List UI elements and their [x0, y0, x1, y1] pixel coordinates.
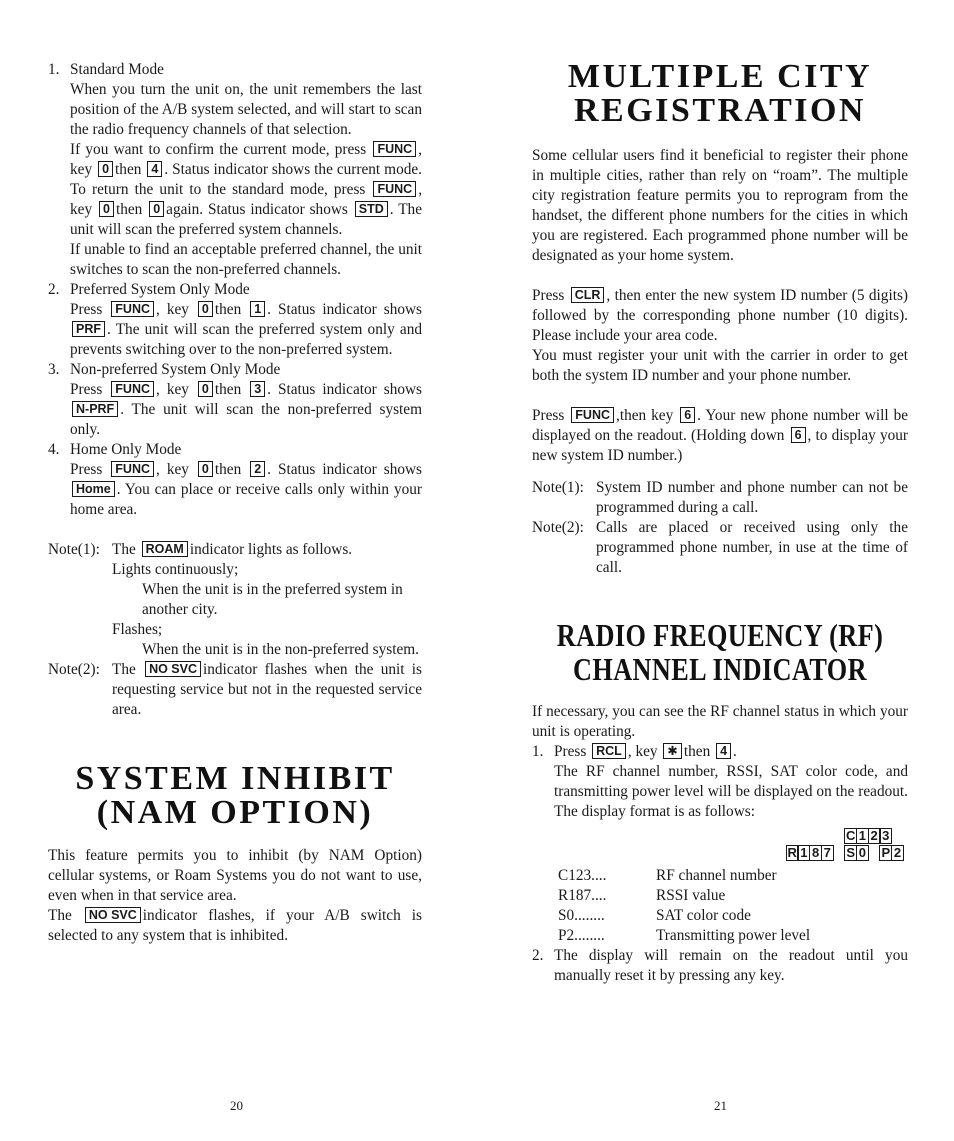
page-number: 20	[230, 1098, 243, 1113]
note-label: Note(2):	[532, 519, 584, 536]
display-cell: C	[845, 828, 856, 843]
display-cell: 7	[821, 845, 834, 861]
zero-key: 0	[98, 161, 113, 177]
zero-key: 0	[149, 201, 164, 217]
flashes-text: When the unit is in the non-preferred system.	[142, 641, 419, 658]
paragraph: When you turn the unit on, the unit remembers the last position of the A/B system selected, and will start to scan the radio frequency channels of that selection.	[70, 81, 422, 138]
display-cell: 1	[797, 845, 810, 861]
paragraph: The NO SVC indicator flashes, if your A/B switch is selected to any system that is inhibited.	[48, 907, 422, 944]
display-cell	[891, 828, 904, 844]
display-cell: S	[844, 845, 857, 861]
clr-key: CLR	[571, 287, 605, 303]
prf-indicator: PRF	[72, 321, 105, 337]
paragraph: Press CLR , then enter the new system ID number (5 digits) followed by the corresponding phone number (10 digits). Please include your area code.	[532, 287, 908, 344]
section-title: MULTIPLE CITY REGISTRATION	[567, 58, 873, 129]
paragraph: If you want to confirm the current mode, press FUNC , key 0 then 4 . Status indicator shows the current mode. To return the unit to the standard mode, press FUNC , key 0 then 0 again. Status indicator shows STD . The unit will scan the preferred system channels.	[70, 141, 423, 238]
list-item	[48, 280, 422, 360]
roam-indicator: ROAM	[142, 541, 188, 557]
display-cell: 1	[856, 828, 869, 844]
display-cell: 3	[879, 828, 892, 844]
paragraph: Press FUNC , key 0 then 3 . Status indicator shows N-PRF . The unit will scan the non-preferred system only.	[70, 381, 422, 438]
four-key: 4	[716, 743, 731, 759]
func-key: FUNC	[111, 381, 154, 397]
display-cell: 0	[856, 845, 869, 861]
note-label: Note(2):	[48, 661, 100, 678]
zero-key: 0	[198, 381, 213, 397]
paragraph: System ID number and phone number can not be programmed during a call.	[596, 479, 908, 516]
display-cell: P	[879, 845, 892, 861]
lights-label: Lights continuously;	[112, 561, 239, 578]
definition-row: S0........ SAT color code	[558, 907, 751, 924]
definition-row: R187.... RSSI value	[558, 887, 726, 904]
display-cell: 2	[868, 828, 881, 844]
paragraph: You must register your unit with the carrier in order to get both the system ID number and your phone number.	[532, 347, 908, 384]
nprf-indicator: N-PRF	[72, 401, 118, 417]
func-key: FUNC	[111, 461, 154, 477]
readout-display	[532, 828, 908, 862]
item-title: Preferred System Only Mode	[70, 281, 250, 298]
paragraph: This feature permits you to inhibit (by NAM Option) cellular systems, or Roam Systems you do not want to use, even when in that service area.	[48, 847, 422, 904]
func-key: FUNC	[373, 141, 416, 157]
right-page	[532, 60, 908, 986]
note-1	[48, 540, 422, 560]
no-svc-indicator: NO SVC	[145, 661, 201, 677]
six-key: 6	[791, 427, 806, 443]
note-1	[532, 478, 908, 518]
std-indicator: STD	[355, 201, 388, 217]
three-key: 3	[250, 381, 265, 397]
list-item	[48, 60, 422, 280]
paragraph: The NO SVC indicator flashes when the unit is requesting service but not in the requested service area.	[112, 661, 422, 718]
list-item	[532, 742, 908, 822]
func-key: FUNC	[373, 181, 416, 197]
item-number: 2.	[532, 947, 544, 964]
definition-row: C123.... RF channel number	[558, 867, 777, 884]
list-item	[532, 946, 908, 986]
paragraph: Press FUNC , key 0 then 1 . Status indicator shows PRF . The unit will scan the preferred system only and prevents switching over to the non-preferred system.	[70, 301, 422, 358]
lights-text: When the unit is in the preferred system in another city.	[142, 581, 403, 618]
section-title: SYSTEM INHIBIT (NAM OPTION)	[75, 760, 395, 831]
paragraph: If unable to find an acceptable preferred channel, the unit switches to scan the non-preferred channels.	[70, 241, 422, 278]
home-indicator: Home	[72, 481, 115, 497]
note-label: Note(1):	[532, 479, 584, 496]
item-number: 4.	[48, 441, 60, 458]
display-cell: R	[787, 845, 797, 860]
display-row-2	[787, 845, 904, 862]
item-number: 1.	[48, 61, 60, 78]
list-item	[48, 440, 422, 520]
list-item	[48, 360, 422, 440]
rcl-key: RCL	[592, 743, 626, 759]
paragraph: Calls are placed or received using only the programmed phone number, in use at the time of call.	[596, 519, 908, 576]
item-number: 1.	[532, 743, 544, 760]
paragraph: Press FUNC ,then key 6 . Your new phone number will be displayed on the readout. (Holding down 6 , to display your new system ID number.)	[532, 407, 909, 464]
item-number: 3.	[48, 361, 60, 378]
definition-list	[532, 866, 908, 946]
note-label: Note(1):	[48, 541, 100, 558]
item-title: Standard Mode	[70, 61, 164, 78]
func-key: FUNC	[111, 301, 154, 317]
zero-key: 0	[99, 201, 114, 217]
zero-key: 0	[198, 461, 213, 477]
one-key: 1	[250, 301, 265, 317]
left-page	[48, 60, 422, 946]
note-2	[532, 518, 908, 578]
display-cell: 8	[809, 845, 822, 861]
four-key: 4	[147, 161, 162, 177]
zero-key: 0	[198, 301, 213, 317]
flashes-label: Flashes;	[112, 621, 163, 638]
item-title: Non-preferred System Only Mode	[70, 361, 281, 378]
func-key: FUNC	[571, 407, 614, 423]
display-cell: 2	[891, 845, 904, 861]
note-2	[48, 660, 422, 720]
paragraph: The ROAM indicator lights as follows.	[112, 541, 353, 558]
paragraph: The display will remain on the readout until you manually reset it by pressing any key.	[554, 947, 908, 984]
page-number: 21	[714, 1098, 727, 1113]
paragraph: If necessary, you can see the RF channel status in which your unit is operating.	[532, 703, 908, 740]
six-key: 6	[680, 407, 695, 423]
item-title: Home Only Mode	[70, 441, 182, 458]
display-row-1	[787, 828, 904, 845]
paragraph: Press RCL , key ✱ then 4 .	[554, 743, 737, 760]
star-key: ✱	[663, 743, 681, 759]
paragraph: Some cellular users find it beneficial to register their phone in multiple cities, rather than rely on “roam”. The multiple city registration feature permits you to reprogram from the handset, the different phone numbers for the cities in which you are registered. Each programmed phone number will be designated as your home system.	[532, 147, 908, 264]
two-key: 2	[250, 461, 265, 477]
section-title: RADIO FREQUENCY (RF) CHANNEL INDICATOR	[556, 617, 884, 687]
paragraph: The RF channel number, RSSI, SAT color code, and transmitting power level will be displayed on the readout. The display format is as follows:	[554, 763, 908, 820]
paragraph: Press FUNC , key 0 then 2 . Status indicator shows Home . You can place or receive calls only within your home area.	[70, 461, 422, 518]
no-svc-indicator: NO SVC	[85, 907, 141, 923]
definition-row: P2........ Transmitting power level	[558, 927, 811, 944]
item-number: 2.	[48, 281, 60, 298]
